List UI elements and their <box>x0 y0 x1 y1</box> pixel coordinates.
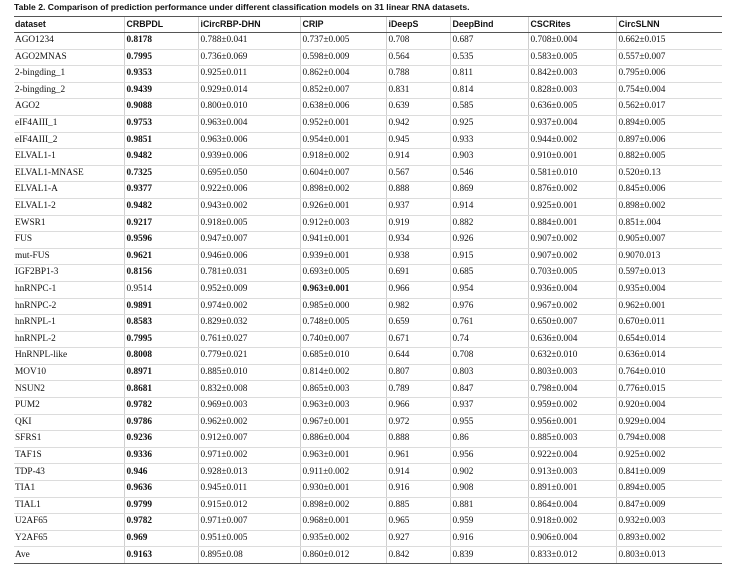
table-cell: 0.951±0.005 <box>198 530 300 547</box>
table-caption: Table 2. Comparison of prediction performance under different classification models on 31 linear RNA datasets. <box>14 2 470 12</box>
dataset-name-cell: hnRNPC-1 <box>14 281 124 298</box>
table-cell: 0.74 <box>450 331 528 348</box>
table-cell: 0.925±0.011 <box>198 66 300 83</box>
table-cell: 0.972 <box>386 414 450 431</box>
dataset-name-cell: hnRNPL-1 <box>14 315 124 332</box>
table-cell: 0.919 <box>386 215 450 232</box>
table-cell: 0.604±0.007 <box>300 165 386 182</box>
table-row <box>14 298 722 315</box>
table-cell: 0.9636 <box>124 481 198 498</box>
table-cell: 0.918±0.005 <box>198 215 300 232</box>
table-cell: 0.693±0.005 <box>300 265 386 282</box>
dataset-name-cell: ELVAL1-2 <box>14 198 124 215</box>
table-row <box>14 514 722 531</box>
table-cell: 0.895±0.08 <box>198 547 300 564</box>
table-cell: 0.86 <box>450 431 528 448</box>
table-row <box>14 33 722 50</box>
table-cell: 0.927 <box>386 530 450 547</box>
table-cell: 0.708±0.004 <box>528 33 616 50</box>
table-cell: 0.788±0.041 <box>198 33 300 50</box>
table-cell: 0.8008 <box>124 348 198 365</box>
table-cell: 0.639 <box>386 99 450 116</box>
table-cell: 0.954±0.001 <box>300 132 386 149</box>
table-cell: 0.937±0.004 <box>528 115 616 132</box>
table-cell: 0.9070.013 <box>616 248 722 265</box>
table-cell: 0.939±0.001 <box>300 248 386 265</box>
table-cell: 0.803 <box>450 364 528 381</box>
table-cell: 0.644 <box>386 348 450 365</box>
table-cell: 0.9596 <box>124 232 198 249</box>
table-cell: 0.8681 <box>124 381 198 398</box>
dataset-name-cell: IGF2BP1-3 <box>14 265 124 282</box>
dataset-name-cell: hnRNPL-2 <box>14 331 124 348</box>
table-cell: 0.918±0.002 <box>528 514 616 531</box>
table-cell: 0.943±0.002 <box>198 198 300 215</box>
table-cell: 0.708 <box>386 33 450 50</box>
table-cell: 0.8971 <box>124 364 198 381</box>
table-row <box>14 481 722 498</box>
table-cell: 0.888 <box>386 182 450 199</box>
table-cell: 0.942 <box>386 115 450 132</box>
table-cell: 0.898±0.002 <box>300 497 386 514</box>
table-cell: 0.886±0.004 <box>300 431 386 448</box>
table-cell: 0.598±0.009 <box>300 49 386 66</box>
table-row <box>14 248 722 265</box>
table-cell: 0.7995 <box>124 331 198 348</box>
table-cell: 0.803±0.013 <box>616 547 722 564</box>
table-cell: 0.913±0.003 <box>528 464 616 481</box>
table-cell: 0.685±0.010 <box>300 348 386 365</box>
table-cell: 0.9891 <box>124 298 198 315</box>
table-cell: 0.968±0.001 <box>300 514 386 531</box>
table-cell: 0.946 <box>124 464 198 481</box>
table-cell: 0.962±0.001 <box>616 298 722 315</box>
table-cell: 0.764±0.010 <box>616 364 722 381</box>
table-cell: 0.9782 <box>124 514 198 531</box>
table-cell: 0.959±0.002 <box>528 398 616 415</box>
table-cell: 0.9621 <box>124 248 198 265</box>
table-cell: 0.807 <box>386 364 450 381</box>
table-cell: 0.8583 <box>124 315 198 332</box>
table-row <box>14 381 722 398</box>
table-cell: 0.941±0.001 <box>300 232 386 249</box>
dataset-name-cell: ELVAL1-A <box>14 182 124 199</box>
table-cell: 0.898±0.002 <box>300 182 386 199</box>
table-cell: 0.860±0.012 <box>300 547 386 564</box>
table-cell: 0.564 <box>386 49 450 66</box>
table-cell: 0.885 <box>386 497 450 514</box>
table-cell: 0.851±.004 <box>616 215 722 232</box>
table-cell: 0.926 <box>450 232 528 249</box>
table-row <box>14 149 722 166</box>
table-cell: 0.654±0.014 <box>616 331 722 348</box>
dataset-name-cell: TIA1 <box>14 481 124 498</box>
dataset-name-cell: 2-bingding_2 <box>14 82 124 99</box>
table-cell: 0.737±0.005 <box>300 33 386 50</box>
dataset-name-cell: FUS <box>14 232 124 249</box>
table-cell: 0.788 <box>386 66 450 83</box>
table-cell: 0.915±0.012 <box>198 497 300 514</box>
table-cell: 0.925±0.001 <box>528 198 616 215</box>
table-cell: 0.966 <box>386 281 450 298</box>
table-cell: 0.9482 <box>124 198 198 215</box>
table-cell: 0.894±0.005 <box>616 115 722 132</box>
table-cell: 0.876±0.002 <box>528 182 616 199</box>
table-cell: 0.939±0.006 <box>198 149 300 166</box>
table-cell: 0.7995 <box>124 49 198 66</box>
table-cell: 0.581±0.010 <box>528 165 616 182</box>
table-cell: 0.912±0.003 <box>300 215 386 232</box>
table-cell: 0.779±0.021 <box>198 348 300 365</box>
dataset-name-cell: SFRS1 <box>14 431 124 448</box>
table-row <box>14 132 722 149</box>
table-cell: 0.9799 <box>124 497 198 514</box>
table-cell: 0.852±0.007 <box>300 82 386 99</box>
table-cell: 0.9782 <box>124 398 198 415</box>
dataset-name-cell: Y2AF65 <box>14 530 124 547</box>
table-cell: 0.8156 <box>124 265 198 282</box>
table-cell: 0.9786 <box>124 414 198 431</box>
table-cell: 0.971±0.007 <box>198 514 300 531</box>
table-row <box>14 182 722 199</box>
table-cell: 0.910±0.001 <box>528 149 616 166</box>
table-cell: 0.914 <box>386 464 450 481</box>
table-row <box>14 398 722 415</box>
table-cell: 0.865±0.003 <box>300 381 386 398</box>
table-cell: 0.914 <box>386 149 450 166</box>
table-cell: 0.930±0.001 <box>300 481 386 498</box>
table-cell: 0.831 <box>386 82 450 99</box>
table-cell: 0.597±0.013 <box>616 265 722 282</box>
table-row <box>14 215 722 232</box>
table-cell: 0.9482 <box>124 149 198 166</box>
table-cell: 0.976 <box>450 298 528 315</box>
table-cell: 0.829±0.032 <box>198 315 300 332</box>
table-cell: 0.671 <box>386 331 450 348</box>
table-cell: 0.754±0.004 <box>616 82 722 99</box>
table-cell: 0.966 <box>386 398 450 415</box>
table-cell: 0.828±0.003 <box>528 82 616 99</box>
table-cell: 0.894±0.005 <box>616 481 722 498</box>
table-row <box>14 115 722 132</box>
table-cell: 0.662±0.015 <box>616 33 722 50</box>
table-cell: 0.9439 <box>124 82 198 99</box>
table-cell: 0.915 <box>450 248 528 265</box>
dataset-name-cell: NSUN2 <box>14 381 124 398</box>
table-cell: 0.922±0.006 <box>198 182 300 199</box>
dataset-name-cell: Ave <box>14 547 124 564</box>
table-cell: 0.952±0.001 <box>300 115 386 132</box>
table-cell: 0.936±0.004 <box>528 281 616 298</box>
table-row <box>14 464 722 481</box>
table-body <box>14 33 722 564</box>
table-cell: 0.583±0.005 <box>528 49 616 66</box>
table-cell: 0.9377 <box>124 182 198 199</box>
table-cell: 0.794±0.008 <box>616 431 722 448</box>
table-cell: 0.967±0.002 <box>528 298 616 315</box>
table-cell: 0.897±0.006 <box>616 132 722 149</box>
table-cell: 0.912±0.007 <box>198 431 300 448</box>
table-cell: 0.546 <box>450 165 528 182</box>
table-cell: 0.963±0.001 <box>300 281 386 298</box>
dataset-name-cell: AGO1234 <box>14 33 124 50</box>
table-cell: 0.961 <box>386 447 450 464</box>
dataset-name-cell: TDP-43 <box>14 464 124 481</box>
table-cell: 0.814±0.002 <box>300 364 386 381</box>
table-cell: 0.761 <box>450 315 528 332</box>
table-cell: 0.557±0.007 <box>616 49 722 66</box>
table-cell: 0.916 <box>386 481 450 498</box>
dataset-name-cell: TAF1S <box>14 447 124 464</box>
table-cell: 0.9851 <box>124 132 198 149</box>
table-row <box>14 414 722 431</box>
table-cell: 0.708 <box>450 348 528 365</box>
table-cell: 0.847±0.009 <box>616 497 722 514</box>
table-cell: 0.632±0.010 <box>528 348 616 365</box>
table-cell: 0.884±0.001 <box>528 215 616 232</box>
table-cell: 0.847 <box>450 381 528 398</box>
table-cell: 0.898±0.002 <box>616 198 722 215</box>
comparison-table <box>14 16 722 564</box>
table-cell: 0.945 <box>386 132 450 149</box>
table-cell: 0.535 <box>450 49 528 66</box>
table-cell: 0.842±0.003 <box>528 66 616 83</box>
table-cell: 0.928±0.013 <box>198 464 300 481</box>
table-cell: 0.929±0.014 <box>198 82 300 99</box>
table-cell: 0.963±0.003 <box>300 398 386 415</box>
table-row <box>14 547 722 564</box>
table-cell: 0.963±0.004 <box>198 115 300 132</box>
table-cell: 0.962±0.002 <box>198 414 300 431</box>
table-cell: 0.938 <box>386 248 450 265</box>
table-cell: 0.920±0.004 <box>616 398 722 415</box>
table-cell: 0.740±0.007 <box>300 331 386 348</box>
dataset-name-cell: ELVAL1-MNASE <box>14 165 124 182</box>
table-cell: 0.864±0.004 <box>528 497 616 514</box>
table-cell: 0.947±0.007 <box>198 232 300 249</box>
table-cell: 0.929±0.004 <box>616 414 722 431</box>
dataset-name-cell: QKI <box>14 414 124 431</box>
table-cell: 0.687 <box>450 33 528 50</box>
table-cell: 0.8178 <box>124 33 198 50</box>
table-cell: 0.937 <box>450 398 528 415</box>
table-cell: 0.925 <box>450 115 528 132</box>
dataset-name-cell: 2-bingding_1 <box>14 66 124 83</box>
column-header: iDeepS <box>386 17 450 33</box>
table-row <box>14 348 722 365</box>
table-cell: 0.932±0.003 <box>616 514 722 531</box>
table-cell: 0.748±0.005 <box>300 315 386 332</box>
table-cell: 0.803±0.003 <box>528 364 616 381</box>
table-cell: 0.905±0.007 <box>616 232 722 249</box>
table-cell: 0.636±0.014 <box>616 348 722 365</box>
table-cell: 0.7325 <box>124 165 198 182</box>
table-cell: 0.776±0.015 <box>616 381 722 398</box>
table-cell: 0.963±0.001 <box>300 447 386 464</box>
table-cell: 0.659 <box>386 315 450 332</box>
table-cell: 0.638±0.006 <box>300 99 386 116</box>
dataset-name-cell: U2AF65 <box>14 514 124 531</box>
table-cell: 0.935±0.004 <box>616 281 722 298</box>
table-cell: 0.585 <box>450 99 528 116</box>
table-cell: 0.842 <box>386 547 450 564</box>
dataset-name-cell: PUM2 <box>14 398 124 415</box>
table-cell: 0.795±0.006 <box>616 66 722 83</box>
table-cell: 0.944±0.002 <box>528 132 616 149</box>
dataset-name-cell: TIAL1 <box>14 497 124 514</box>
table-cell: 0.9088 <box>124 99 198 116</box>
table-row <box>14 165 722 182</box>
table-cell: 0.967±0.001 <box>300 414 386 431</box>
table-cell: 0.937 <box>386 198 450 215</box>
table-cell: 0.914 <box>450 198 528 215</box>
table-cell: 0.833±0.012 <box>528 547 616 564</box>
table-row <box>14 315 722 332</box>
table-cell: 0.952±0.009 <box>198 281 300 298</box>
table-row <box>14 331 722 348</box>
table-cell: 0.839 <box>450 547 528 564</box>
table-cell: 0.869 <box>450 182 528 199</box>
table-row <box>14 497 722 514</box>
table-cell: 0.956±0.001 <box>528 414 616 431</box>
table-cell: 0.9753 <box>124 115 198 132</box>
table-cell: 0.971±0.002 <box>198 447 300 464</box>
table-cell: 0.918±0.002 <box>300 149 386 166</box>
table-row <box>14 447 722 464</box>
table-cell: 0.926±0.001 <box>300 198 386 215</box>
table-header-row <box>14 17 722 33</box>
dataset-name-cell: HnRNPL-like <box>14 348 124 365</box>
column-header: CSCRites <box>528 17 616 33</box>
table-row <box>14 66 722 83</box>
dataset-name-cell: ELVAL1-1 <box>14 149 124 166</box>
column-header: CRIP <box>300 17 386 33</box>
table-cell: 0.845±0.006 <box>616 182 722 199</box>
table-row <box>14 265 722 282</box>
table-cell: 0.670±0.011 <box>616 315 722 332</box>
table-cell: 0.982 <box>386 298 450 315</box>
table-cell: 0.885±0.003 <box>528 431 616 448</box>
column-header: CircSLNN <box>616 17 722 33</box>
table-cell: 0.954 <box>450 281 528 298</box>
dataset-name-cell: eIF4AIII_2 <box>14 132 124 149</box>
table-cell: 0.695±0.050 <box>198 165 300 182</box>
table-cell: 0.906±0.004 <box>528 530 616 547</box>
table-cell: 0.9353 <box>124 66 198 83</box>
table-cell: 0.882±0.005 <box>616 149 722 166</box>
table-cell: 0.636±0.004 <box>528 331 616 348</box>
table-cell: 0.814 <box>450 82 528 99</box>
table-cell: 0.891±0.001 <box>528 481 616 498</box>
dataset-name-cell: MOV10 <box>14 364 124 381</box>
table-cell: 0.916 <box>450 530 528 547</box>
table-cell: 0.562±0.017 <box>616 99 722 116</box>
table-cell: 0.922±0.004 <box>528 447 616 464</box>
table-row <box>14 431 722 448</box>
table-row <box>14 82 722 99</box>
table-cell: 0.969±0.003 <box>198 398 300 415</box>
table-cell: 0.974±0.002 <box>198 298 300 315</box>
column-header: iCircRBP-DHN <box>198 17 300 33</box>
table-cell: 0.9336 <box>124 447 198 464</box>
dataset-name-cell: eIF4AIII_1 <box>14 115 124 132</box>
table-cell: 0.9163 <box>124 547 198 564</box>
table-cell: 0.703±0.005 <box>528 265 616 282</box>
table-row <box>14 49 722 66</box>
table-cell: 0.903 <box>450 149 528 166</box>
table-cell: 0.911±0.002 <box>300 464 386 481</box>
column-header: dataset <box>14 17 124 33</box>
table-cell: 0.907±0.002 <box>528 232 616 249</box>
table-row <box>14 232 722 249</box>
table-cell: 0.888 <box>386 431 450 448</box>
table-cell: 0.885±0.010 <box>198 364 300 381</box>
table-cell: 0.9217 <box>124 215 198 232</box>
table-cell: 0.520±0.13 <box>616 165 722 182</box>
table-cell: 0.636±0.005 <box>528 99 616 116</box>
table-cell: 0.691 <box>386 265 450 282</box>
table-cell: 0.789 <box>386 381 450 398</box>
table-cell: 0.963±0.006 <box>198 132 300 149</box>
table-cell: 0.841±0.009 <box>616 464 722 481</box>
table-cell: 0.882 <box>450 215 528 232</box>
table-cell: 0.567 <box>386 165 450 182</box>
dataset-name-cell: AGO2MNAS <box>14 49 124 66</box>
table-cell: 0.893±0.002 <box>616 530 722 547</box>
column-header: CRBPDL <box>124 17 198 33</box>
table-cell: 0.9514 <box>124 281 198 298</box>
table-cell: 0.933 <box>450 132 528 149</box>
table-cell: 0.862±0.004 <box>300 66 386 83</box>
table-cell: 0.832±0.008 <box>198 381 300 398</box>
dataset-name-cell: EWSR1 <box>14 215 124 232</box>
dataset-name-cell: hnRNPC-2 <box>14 298 124 315</box>
table-row <box>14 198 722 215</box>
table-cell: 0.811 <box>450 66 528 83</box>
table-cell: 0.736±0.069 <box>198 49 300 66</box>
table-cell: 0.965 <box>386 514 450 531</box>
table-cell: 0.985±0.000 <box>300 298 386 315</box>
table-cell: 0.959 <box>450 514 528 531</box>
dataset-name-cell: mut-FUS <box>14 248 124 265</box>
table-cell: 0.902 <box>450 464 528 481</box>
table-cell: 0.881 <box>450 497 528 514</box>
table-cell: 0.761±0.027 <box>198 331 300 348</box>
table-cell: 0.946±0.006 <box>198 248 300 265</box>
table-cell: 0.800±0.010 <box>198 99 300 116</box>
table-cell: 0.908 <box>450 481 528 498</box>
table-cell: 0.956 <box>450 447 528 464</box>
table-row <box>14 364 722 381</box>
table-cell: 0.798±0.004 <box>528 381 616 398</box>
table-cell: 0.934 <box>386 232 450 249</box>
column-header: DeepBind <box>450 17 528 33</box>
table-row <box>14 281 722 298</box>
table-cell: 0.781±0.031 <box>198 265 300 282</box>
table-cell: 0.650±0.007 <box>528 315 616 332</box>
table-cell: 0.955 <box>450 414 528 431</box>
table-cell: 0.945±0.011 <box>198 481 300 498</box>
table-cell: 0.9236 <box>124 431 198 448</box>
table-cell: 0.685 <box>450 265 528 282</box>
table-cell: 0.969 <box>124 530 198 547</box>
table-row <box>14 99 722 116</box>
table-cell: 0.907±0.002 <box>528 248 616 265</box>
table-cell: 0.935±0.002 <box>300 530 386 547</box>
dataset-name-cell: AGO2 <box>14 99 124 116</box>
table-cell: 0.925±0.002 <box>616 447 722 464</box>
